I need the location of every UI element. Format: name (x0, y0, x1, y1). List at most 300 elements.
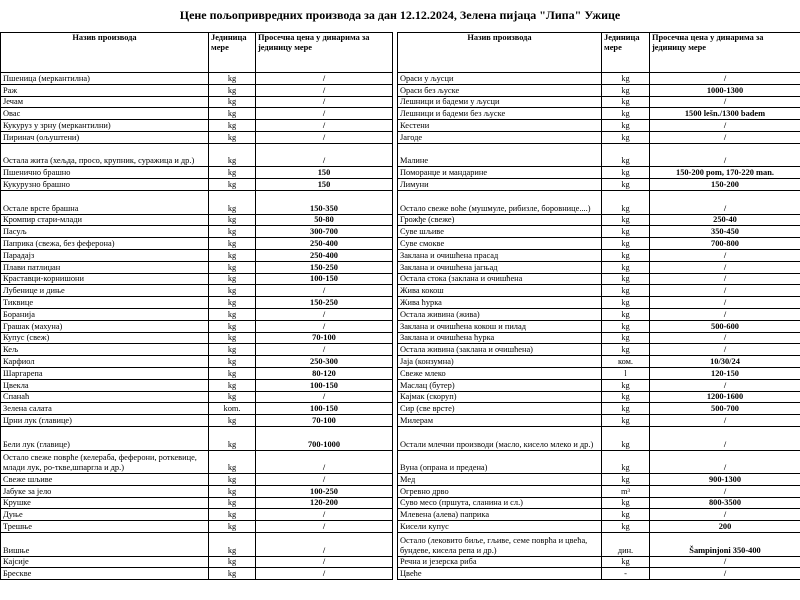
product-name-cell[interactable]: Кисели купус (398, 521, 602, 533)
product-name-cell[interactable]: Остала живина (жива) (398, 308, 602, 320)
unit-cell[interactable]: kg (209, 249, 256, 261)
price-cell[interactable]: 80-120 (256, 367, 393, 379)
unit-cell[interactable]: kg (602, 509, 650, 521)
price-cell[interactable]: 800-3500 (650, 497, 800, 509)
price-cell[interactable]: 500-700 (650, 403, 800, 415)
price-cell[interactable]: / (650, 450, 800, 474)
unit-cell[interactable]: kg (209, 426, 256, 450)
table-row (1, 120, 393, 132)
table-row (398, 356, 800, 368)
header-product-name: Назив производа (1, 33, 209, 73)
unit-cell[interactable]: kg (209, 415, 256, 427)
unit-cell[interactable]: kg (209, 84, 256, 96)
product-name-cell[interactable]: Тиквице (1, 297, 209, 309)
table-row (398, 96, 800, 108)
product-name-cell[interactable]: Бели лук (главице) (1, 426, 209, 450)
product-name-cell[interactable]: Парадајз (1, 249, 209, 261)
product-name-cell[interactable]: Заклана и очишћена јагњад (398, 261, 602, 273)
product-name-cell[interactable]: Млевена (алева) паприка (398, 509, 602, 521)
unit-cell[interactable]: kg (602, 143, 650, 167)
table-row (1, 403, 393, 415)
table-row (398, 320, 800, 332)
header-product-name: Назив производа (398, 33, 602, 73)
price-cell[interactable]: 100-150 (256, 379, 393, 391)
product-name-cell[interactable]: Сир (све врсте) (398, 403, 602, 415)
table-row (398, 556, 800, 568)
unit-cell[interactable]: kg (209, 391, 256, 403)
table-row (398, 485, 800, 497)
unit-cell[interactable]: kg (209, 521, 256, 533)
product-name-cell[interactable]: Пиринач (ољуштени) (1, 131, 209, 143)
price-cell[interactable]: / (650, 426, 800, 450)
price-cell[interactable]: 1200-1600 (650, 391, 800, 403)
price-cell[interactable]: 350-450 (650, 226, 800, 238)
table-row (1, 497, 393, 509)
price-cell[interactable]: / (256, 474, 393, 486)
price-cell[interactable]: / (256, 308, 393, 320)
product-name-cell[interactable]: Остало свеже воће (мушмуле, рибизле, боровнице....) (398, 190, 602, 214)
unit-cell[interactable]: kg (209, 320, 256, 332)
unit-cell[interactable]: kg (209, 226, 256, 238)
product-name-cell[interactable]: Ораси без љуске (398, 84, 602, 96)
product-name-cell[interactable]: Брескве (1, 568, 209, 580)
price-cell[interactable]: 100-250 (256, 485, 393, 497)
price-cell[interactable]: 150-200 (650, 179, 800, 191)
unit-cell[interactable]: kg (602, 131, 650, 143)
unit-cell[interactable]: kg (209, 308, 256, 320)
product-name-cell[interactable]: Крушке (1, 497, 209, 509)
price-cell[interactable]: / (256, 285, 393, 297)
unit-cell[interactable]: kg (209, 273, 256, 285)
product-name-cell[interactable]: Јабуке за јело (1, 485, 209, 497)
table-row (398, 426, 800, 450)
product-name-cell[interactable]: Кељ (1, 344, 209, 356)
product-name-cell[interactable]: Милерам (398, 415, 602, 427)
product-name-cell[interactable]: Заклана и очишћена ћурка (398, 332, 602, 344)
unit-cell[interactable]: kg (602, 108, 650, 120)
unit-cell[interactable]: kg (602, 308, 650, 320)
price-cell[interactable]: / (256, 450, 393, 474)
table-row (398, 403, 800, 415)
table-row (398, 285, 800, 297)
unit-cell[interactable]: kg (209, 367, 256, 379)
unit-cell[interactable]: kg (602, 167, 650, 179)
product-name-cell[interactable]: Остало (лековито биље, гљиве, семе поврћа и цвећа, бундеве, кисела репа и др.) (398, 533, 602, 557)
price-cell[interactable]: 150-250 (256, 297, 393, 309)
product-name-cell[interactable]: Остало свеже поврће (келераба, феферони, роткевице, млади лук, ро-ткве,шпаргла и др.) (1, 450, 209, 474)
price-cell[interactable]: / (650, 344, 800, 356)
price-cell[interactable]: 250-40 (650, 214, 800, 226)
price-cell[interactable]: 150 (256, 167, 393, 179)
product-name-cell[interactable]: Остали млечни производи (масло, кисело млеко и др.) (398, 426, 602, 450)
unit-cell[interactable]: kg (602, 285, 650, 297)
table-row (1, 426, 393, 450)
price-cell[interactable]: / (650, 308, 800, 320)
unit-cell[interactable]: kg (602, 403, 650, 415)
product-name-cell[interactable]: Заклана и очишћена прасад (398, 249, 602, 261)
unit-cell[interactable]: kg (602, 297, 650, 309)
price-cell[interactable]: 300-700 (256, 226, 393, 238)
price-table-left (0, 32, 393, 580)
unit-cell[interactable]: kg (209, 344, 256, 356)
table-row (1, 249, 393, 261)
price-cell[interactable]: 100-150 (256, 273, 393, 285)
table-row (1, 131, 393, 143)
product-name-cell[interactable]: Свеже млеко (398, 367, 602, 379)
unit-cell[interactable]: kg (602, 379, 650, 391)
product-name-cell[interactable]: Лимуни (398, 179, 602, 191)
product-name-cell[interactable]: Жива кокош (398, 285, 602, 297)
price-cell[interactable]: / (256, 533, 393, 557)
table-row (1, 379, 393, 391)
price-cell[interactable]: 900-1300 (650, 474, 800, 486)
unit-cell[interactable]: kg (209, 356, 256, 368)
table-row (398, 344, 800, 356)
table-row (398, 509, 800, 521)
unit-cell[interactable]: kg (209, 509, 256, 521)
table-row (1, 521, 393, 533)
product-name-cell[interactable]: Дуње (1, 509, 209, 521)
price-cell[interactable]: / (650, 96, 800, 108)
table-row (398, 415, 800, 427)
unit-cell[interactable]: kg (209, 96, 256, 108)
table-row (398, 273, 800, 285)
product-name-cell[interactable]: Спанаћ (1, 391, 209, 403)
price-cell[interactable]: 1500 lešn./1300 badem (650, 108, 800, 120)
price-cell[interactable]: 150 (256, 179, 393, 191)
unit-cell[interactable]: kg (602, 521, 650, 533)
product-name-cell[interactable]: Боранија (1, 308, 209, 320)
price-cell[interactable]: / (650, 485, 800, 497)
price-cell[interactable]: / (256, 96, 393, 108)
product-name-cell[interactable]: Грашак (махуна) (1, 320, 209, 332)
unit-cell[interactable]: kg (209, 450, 256, 474)
unit-cell[interactable]: kg (209, 474, 256, 486)
price-cell[interactable]: / (256, 521, 393, 533)
product-name-cell[interactable]: Јагоде (398, 131, 602, 143)
table-row (1, 108, 393, 120)
unit-cell[interactable]: kg (602, 556, 650, 568)
product-name-cell[interactable]: Заклана и очишћена кокош и пилад (398, 320, 602, 332)
product-name-cell[interactable]: Кромпир стари-млади (1, 214, 209, 226)
price-cell[interactable]: / (256, 568, 393, 580)
price-cell[interactable]: 700-1000 (256, 426, 393, 450)
product-name-cell[interactable]: Суве шљиве (398, 226, 602, 238)
unit-cell[interactable]: kg (209, 120, 256, 132)
price-table-right (397, 32, 800, 580)
table-row (398, 533, 800, 557)
product-name-cell[interactable]: Купус (свеж) (1, 332, 209, 344)
product-name-cell[interactable]: Суво месо (пршута, сланина и сл.) (398, 497, 602, 509)
product-name-cell[interactable]: Пшенично брашно (1, 167, 209, 179)
unit-cell[interactable]: kg (602, 273, 650, 285)
price-cell[interactable]: 250-400 (256, 249, 393, 261)
table-row (1, 533, 393, 557)
table-row (1, 179, 393, 191)
price-cell[interactable]: 50-80 (256, 214, 393, 226)
unit-cell[interactable]: kg (602, 249, 650, 261)
product-name-cell[interactable]: Зелена салата (1, 403, 209, 415)
table-row (398, 238, 800, 250)
table-row (398, 84, 800, 96)
unit-cell[interactable]: l (602, 367, 650, 379)
table-row (398, 226, 800, 238)
price-cell[interactable]: / (256, 108, 393, 120)
table-row (1, 450, 393, 474)
unit-cell[interactable]: kg (602, 226, 650, 238)
price-cell[interactable]: / (650, 261, 800, 273)
unit-cell[interactable]: kg (209, 238, 256, 250)
table-row (1, 238, 393, 250)
product-name-cell[interactable]: Остала жита (хељда, просо, крупник, суражица и др.) (1, 143, 209, 167)
product-name-cell[interactable]: Кукуруз у зрну (меркантилни) (1, 120, 209, 132)
price-cell[interactable]: / (256, 344, 393, 356)
price-cell[interactable]: / (256, 391, 393, 403)
product-name-cell[interactable]: Плави патлиџан (1, 261, 209, 273)
product-name-cell[interactable]: Раж (1, 84, 209, 96)
table-row (1, 273, 393, 285)
unit-cell[interactable]: kg (602, 214, 650, 226)
product-name-cell[interactable]: Цвеће (398, 568, 602, 580)
table-row (1, 226, 393, 238)
product-name-cell[interactable]: Остала живина (заклана и очишћена) (398, 344, 602, 356)
table-row (1, 367, 393, 379)
unit-cell[interactable]: kg (209, 179, 256, 191)
price-cell[interactable]: / (256, 143, 393, 167)
product-name-cell[interactable]: Грожђе (свеже) (398, 214, 602, 226)
table-row (1, 214, 393, 226)
price-cell[interactable]: / (256, 120, 393, 132)
unit-cell[interactable]: kg (209, 167, 256, 179)
price-cell[interactable]: 120-200 (256, 497, 393, 509)
price-cell[interactable]: 700-800 (650, 238, 800, 250)
product-name-cell[interactable]: Свеже шљиве (1, 474, 209, 486)
unit-cell[interactable]: m³ (602, 485, 650, 497)
price-cell[interactable]: 120-150 (650, 367, 800, 379)
unit-cell[interactable]: kg (602, 497, 650, 509)
unit-cell[interactable]: kg (209, 485, 256, 497)
table-row (1, 73, 393, 85)
price-cell[interactable]: 100-150 (256, 403, 393, 415)
table-row (398, 120, 800, 132)
unit-cell[interactable]: kg (209, 379, 256, 391)
table-row (398, 367, 800, 379)
price-cell[interactable]: 1000-1300 (650, 84, 800, 96)
product-name-cell[interactable]: Вуна (опрана и предена) (398, 450, 602, 474)
product-name-cell[interactable]: Цвекла (1, 379, 209, 391)
table-row (398, 73, 800, 85)
product-name-cell[interactable]: Паприка (свежа, без феферона) (1, 238, 209, 250)
price-cell[interactable]: / (256, 131, 393, 143)
unit-cell[interactable]: kg (602, 474, 650, 486)
unit-cell[interactable]: kg (209, 261, 256, 273)
product-name-cell[interactable]: Кукурузно брашно (1, 179, 209, 191)
unit-cell[interactable]: kg (602, 391, 650, 403)
product-name-cell[interactable]: Ораси у љусци (398, 73, 602, 85)
product-name-cell[interactable]: Кајсије (1, 556, 209, 568)
price-cell[interactable]: / (650, 509, 800, 521)
product-name-cell[interactable]: Вишње (1, 533, 209, 557)
unit-cell[interactable]: kg (209, 297, 256, 309)
unit-cell[interactable]: kg (209, 73, 256, 85)
price-cell[interactable]: 150-350 (256, 190, 393, 214)
price-cell[interactable]: / (650, 190, 800, 214)
table-row (398, 190, 800, 214)
table-row (1, 308, 393, 320)
product-name-cell[interactable]: Остале врсте брашна (1, 190, 209, 214)
table-row (398, 308, 800, 320)
product-name-cell[interactable]: Огревно дрво (398, 485, 602, 497)
price-cell[interactable]: / (650, 120, 800, 132)
product-name-cell[interactable]: Кестени (398, 120, 602, 132)
price-cell[interactable]: Šampinjoni 350-400 (650, 533, 800, 557)
unit-cell[interactable]: kg (602, 73, 650, 85)
table-row (1, 344, 393, 356)
product-name-cell[interactable]: Поморанџе и мандарине (398, 167, 602, 179)
price-cell[interactable]: / (650, 297, 800, 309)
table-row (1, 84, 393, 96)
product-name-cell[interactable]: Жива ћурка (398, 297, 602, 309)
unit-cell[interactable]: kg (602, 84, 650, 96)
product-name-cell[interactable]: Шаргарепа (1, 367, 209, 379)
table-row (398, 474, 800, 486)
product-name-cell[interactable]: Лубенице и диње (1, 285, 209, 297)
price-cell[interactable]: / (650, 415, 800, 427)
price-cell[interactable]: 500-600 (650, 320, 800, 332)
unit-cell[interactable]: kg (602, 450, 650, 474)
price-cell[interactable]: 250-300 (256, 356, 393, 368)
price-cell[interactable]: / (650, 285, 800, 297)
product-name-cell[interactable]: Јаја (конзумна) (398, 356, 602, 368)
unit-cell[interactable]: kg (602, 96, 650, 108)
table-row (1, 332, 393, 344)
unit-cell[interactable]: kg (602, 238, 650, 250)
product-name-cell[interactable]: Кајмак (скоруп) (398, 391, 602, 403)
unit-cell[interactable]: kg (209, 131, 256, 143)
price-cell[interactable]: / (256, 556, 393, 568)
product-name-cell[interactable]: Пасуљ (1, 226, 209, 238)
price-cell[interactable]: / (650, 143, 800, 167)
unit-cell[interactable]: kg (602, 120, 650, 132)
unit-cell[interactable]: kg (602, 415, 650, 427)
header-average-price: Просечна цена у динарима за јединицу мере (256, 33, 393, 73)
price-cell[interactable]: / (650, 332, 800, 344)
price-cell[interactable]: / (650, 379, 800, 391)
product-name-cell[interactable]: Малине (398, 143, 602, 167)
price-cell[interactable]: / (650, 249, 800, 261)
table-row (398, 379, 800, 391)
price-cell[interactable]: / (650, 273, 800, 285)
product-name-cell[interactable]: Карфиол (1, 356, 209, 368)
table-row (1, 190, 393, 214)
price-cell[interactable]: 200 (650, 521, 800, 533)
price-cell[interactable]: / (256, 509, 393, 521)
price-cell[interactable]: 70-100 (256, 332, 393, 344)
product-name-cell[interactable]: Остала стока (заклана и очишћена (398, 273, 602, 285)
unit-cell[interactable]: kg (602, 320, 650, 332)
product-name-cell[interactable]: Трешње (1, 521, 209, 533)
product-name-cell[interactable]: Пшеница (меркантилна) (1, 73, 209, 85)
product-name-cell[interactable]: Мед (398, 474, 602, 486)
table-row (1, 556, 393, 568)
table-row (1, 509, 393, 521)
table-row (398, 108, 800, 120)
price-cell[interactable]: / (650, 73, 800, 85)
unit-cell[interactable]: дин. (602, 533, 650, 557)
price-cell[interactable]: 150-200 pom, 170-220 man. (650, 167, 800, 179)
unit-cell[interactable]: kg (209, 285, 256, 297)
unit-cell[interactable]: kg (602, 179, 650, 191)
unit-cell[interactable]: kg (209, 497, 256, 509)
product-name-cell[interactable]: Речна и језерска риба (398, 556, 602, 568)
unit-cell[interactable]: - (602, 568, 650, 580)
table-row (1, 391, 393, 403)
product-name-cell[interactable]: Суве смокве (398, 238, 602, 250)
unit-cell[interactable]: kg (209, 533, 256, 557)
table-row (1, 568, 393, 580)
table-row (1, 167, 393, 179)
product-name-cell[interactable]: Маслац (бутер) (398, 379, 602, 391)
product-name-cell[interactable]: Јечам (1, 96, 209, 108)
price-cell[interactable]: / (256, 320, 393, 332)
unit-cell[interactable]: kg (209, 143, 256, 167)
unit-cell[interactable]: kg (602, 426, 650, 450)
unit-cell[interactable]: kg (209, 332, 256, 344)
price-cell[interactable]: 70-100 (256, 415, 393, 427)
table-row (1, 415, 393, 427)
unit-cell[interactable]: kom. (209, 403, 256, 415)
table-row (1, 485, 393, 497)
table-row (398, 391, 800, 403)
price-cell[interactable]: / (650, 568, 800, 580)
unit-cell[interactable]: kg (602, 190, 650, 214)
unit-cell[interactable]: kg (602, 332, 650, 344)
table-row (398, 497, 800, 509)
unit-cell[interactable]: kg (209, 568, 256, 580)
table-row (398, 297, 800, 309)
unit-cell[interactable]: kg (209, 214, 256, 226)
product-name-cell[interactable]: Лешници и бадеми без љуске (398, 108, 602, 120)
unit-cell[interactable]: kg (209, 190, 256, 214)
unit-cell[interactable]: kg (602, 261, 650, 273)
price-cell[interactable]: / (650, 556, 800, 568)
product-name-cell[interactable]: Лешници и бадеми у љусци (398, 96, 602, 108)
price-cell[interactable]: / (256, 84, 393, 96)
unit-cell[interactable]: ком. (602, 356, 650, 368)
table-row (1, 261, 393, 273)
price-cell[interactable]: 250-400 (256, 238, 393, 250)
price-cell[interactable]: / (256, 73, 393, 85)
table-row (398, 568, 800, 580)
price-cell[interactable]: 10/30/24 (650, 356, 800, 368)
unit-cell[interactable]: kg (209, 108, 256, 120)
product-name-cell[interactable]: Краставци-корнишони (1, 273, 209, 285)
product-name-cell[interactable]: Црни лук (главице) (1, 415, 209, 427)
product-name-cell[interactable]: Овас (1, 108, 209, 120)
table-row (398, 214, 800, 226)
unit-cell[interactable]: kg (209, 556, 256, 568)
table-row (398, 261, 800, 273)
header-row (1, 33, 393, 73)
table-row (398, 179, 800, 191)
table-row (398, 450, 800, 474)
table-row (1, 96, 393, 108)
header-row (398, 33, 800, 73)
header-unit: Јединица мере (602, 33, 650, 73)
price-cell[interactable]: / (650, 131, 800, 143)
price-cell[interactable]: 150-250 (256, 261, 393, 273)
unit-cell[interactable]: kg (602, 344, 650, 356)
